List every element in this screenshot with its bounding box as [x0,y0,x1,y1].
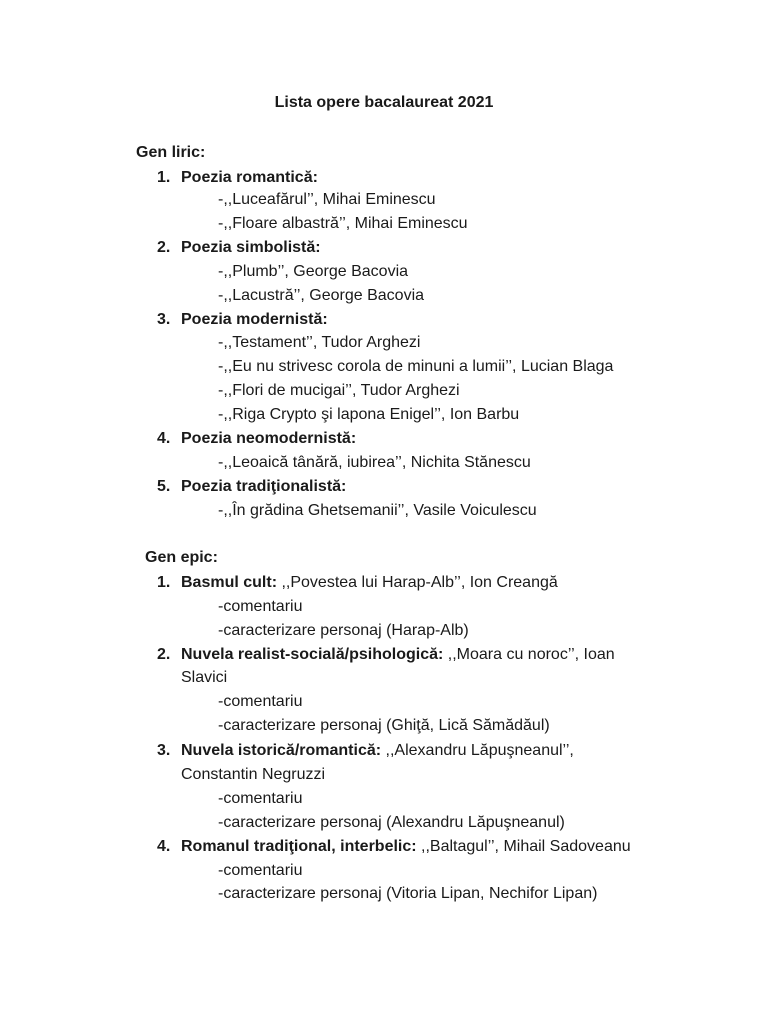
list-number: 4. [157,838,171,855]
genre-heading [181,310,328,330]
list-item: -comentariu [218,862,303,879]
list-number: 2. [157,646,171,663]
work-title-continuation: Slavici [181,669,228,686]
list-number: 2. [157,239,171,256]
list-item: -,,Riga Crypto şi lapona Enigel’’, Ion Barbu [218,406,520,423]
genre-label: Poezia simbolistă: [181,239,321,256]
list-item: -,,Flori de mucigai’’, Tudor Arghezi [218,382,460,399]
genre-label: Nuvela realist-socială/psihologică: [181,646,444,663]
genre-heading [181,429,356,449]
genre-heading [181,645,615,665]
work-title: ,,Moara cu noroc’’, Ioan [443,646,615,663]
list-item: -,,Eu nu strivesc corola de minuni a lumii’’, Lucian Blaga [218,358,614,375]
genre-label: Romanul tradiţional, interbelic: [181,838,417,855]
list-item: -comentariu [218,790,303,807]
work-title: ,,Alexandru Lăpuşneanul’’, [381,742,574,759]
list-number: 3. [157,311,171,328]
list-number: 1. [157,169,171,186]
list-number: 5. [157,478,171,495]
list-item: -caracterizare personaj (Harap-Alb) [218,622,469,639]
list-item: -,,Floare albastră’’, Mihai Eminescu [218,215,468,232]
genre-heading [181,477,346,497]
section-heading-epic: Gen epic: [145,549,218,566]
genre-heading [181,238,321,258]
genre-heading [181,168,318,188]
list-number: 4. [157,430,171,447]
list-item: -,,În grădina Ghetsemanii’’, Vasile Voiculescu [218,502,537,519]
list-item: -comentariu [218,693,303,710]
work-title: ,,Povestea lui Harap-Alb’’, Ion Creangă [277,574,558,591]
section-heading-liric: Gen liric: [136,144,206,161]
genre-label: Poezia modernistă: [181,311,328,328]
genre-label: Poezia romantică: [181,169,318,186]
list-item: -,,Testament’’, Tudor Arghezi [218,334,421,351]
list-item: -,,Plumb’’, George Bacovia [218,263,409,280]
list-number: 1. [157,574,171,591]
genre-label: Poezia tradiţionalistă: [181,478,347,495]
list-number: 3. [157,742,171,759]
genre-heading [181,741,574,761]
document-title: Lista opere bacalaureat 2021 [274,94,494,111]
list-item: -,,Leoaică tânără, iubirea’’, Nichita Stănescu [218,454,531,471]
list-item: -caracterizare personaj (Ghiţă, Lică Sămădăul) [218,717,550,734]
list-item: -caracterizare personaj (Vitoria Lipan, Nechifor Lipan) [218,885,598,902]
list-item: -comentariu [218,598,303,615]
genre-label: Basmul cult: [181,574,278,591]
list-item: -,,Lacustră’’, George Bacovia [218,287,425,304]
genre-label: Nuvela istorică/romantică: [181,742,382,759]
list-item: -,,Luceafărul’’, Mihai Eminescu [218,191,436,208]
list-item: -caracterizare personaj (Alexandru Lăpuşneanul) [218,814,565,831]
genre-label: Poezia neomodernistă: [181,430,357,447]
work-title: ,,Baltagul’’, Mihail Sadoveanu [416,838,631,855]
genre-heading [181,573,558,593]
genre-heading [181,837,631,857]
work-title-continuation: Constantin Negruzzi [181,766,326,783]
